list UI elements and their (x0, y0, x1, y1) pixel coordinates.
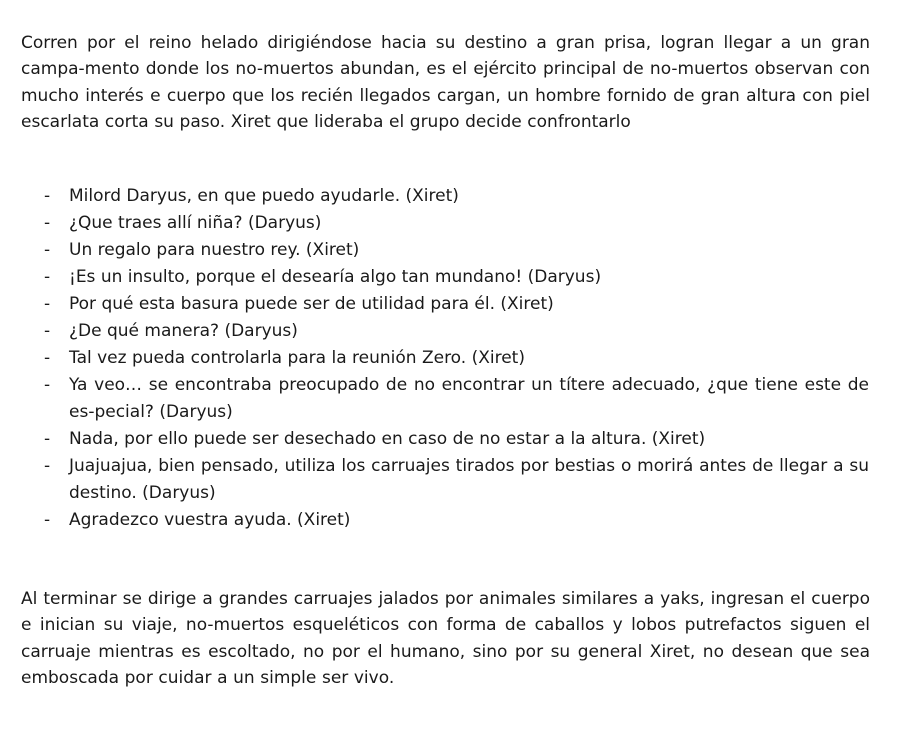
dialogue-text: Ya veo… se encontraba preocupado de no encontrar un títere adecuado, ¿que tiene este de es-pecial? (Daryus) (69, 375, 869, 422)
intro-paragraph: Corren por el reino helado dirigiéndose hacia su destino a gran prisa, logran llegar a un gran campa-mento donde los no-muertos abundan, es el ejército principal de no-muertos observan con mucho interés e cuerpo que los recién llegados cargan, un hombre fornido de gran altura con piel escarlata corta su paso. Xiret que lideraba el grupo decide confrontarlo (21, 33, 870, 133)
dialogue-text: Milord Daryus, en que puedo ayudarle. (Xiret) (69, 186, 459, 206)
dialogue-text: Tal vez pueda controlarla para la reunión Zero. (Xiret) (69, 348, 525, 368)
dialogue-text: Agradezco vuestra ayuda. (Xiret) (69, 510, 351, 530)
dialogue-text: Nada, por ello puede ser desechado en caso de no estar a la altura. (Xiret) (69, 429, 706, 449)
dialogue-line (0, 345, 869, 372)
dialogue-line (0, 507, 869, 534)
dash-bullet: - (44, 186, 51, 206)
dialogue-text: ¿De qué manera? (Daryus) (69, 321, 298, 341)
dash-bullet: - (44, 375, 51, 395)
dialogue-line (0, 426, 869, 453)
closing-paragraph: Al terminar se dirige a grandes carruajes jalados por animales similares a yaks, ingresan el cuerpo e inician su viaje, no-muertos esqueléticos con forma de caballos y lobos putrefactos siguen el carruaje mientras es escoltado, no por el humano, sino por su general Xiret, no desean que sea emboscada por cuidar a un simple ser vivo. (21, 589, 870, 689)
dialogue-text: ¿Que traes allí niña? (Daryus) (69, 213, 322, 233)
dash-bullet: - (44, 429, 51, 449)
dialogue-line (0, 264, 869, 291)
dialogue-line (0, 237, 869, 264)
dialogue-text: ¡Es un insulto, porque el desearía algo tan mundano! (Daryus) (69, 267, 602, 287)
dash-bullet: - (44, 456, 51, 476)
dialogue-line (0, 318, 869, 345)
dialogue-line (0, 291, 869, 318)
dash-bullet: - (44, 348, 51, 368)
dialogue-line (0, 372, 869, 426)
dash-bullet: - (44, 510, 51, 530)
dash-bullet: - (44, 294, 51, 314)
dialogue-text: Juajuajua, bien pensado, utiliza los carruajes tirados por bestias o morirá antes de llegar a su destino. (Daryus) (69, 456, 869, 503)
dash-bullet: - (44, 267, 51, 287)
dialogue-line (0, 183, 869, 210)
dash-bullet: - (44, 213, 51, 233)
dialogue-line (0, 453, 869, 507)
dash-bullet: - (44, 321, 51, 341)
dialogue-line (0, 210, 869, 237)
dialogue-text: Por qué esta basura puede ser de utilidad para él. (Xiret) (69, 294, 554, 314)
dialogue-list (0, 183, 914, 534)
dialogue-text: Un regalo para nuestro rey. (Xiret) (69, 240, 360, 260)
dash-bullet: - (44, 240, 51, 260)
